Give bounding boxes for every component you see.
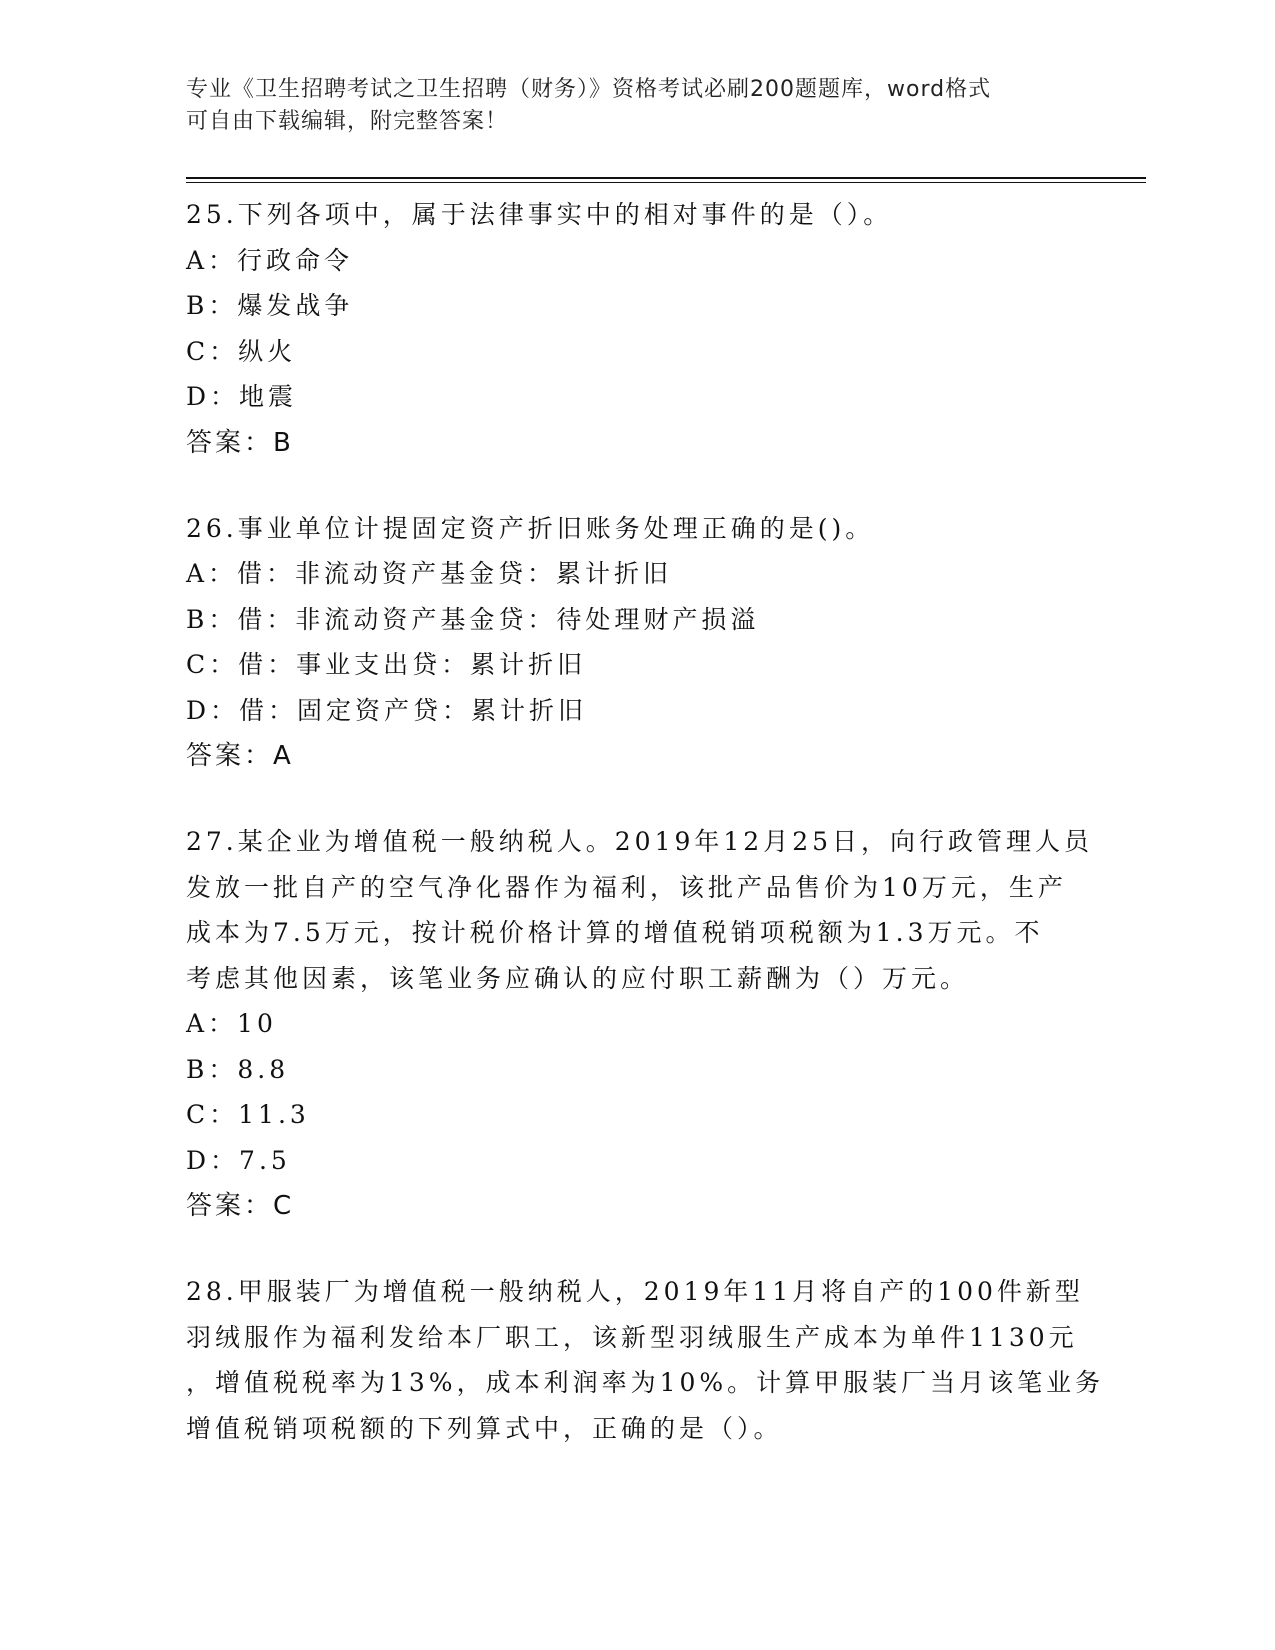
answer-line: 答案：C bbox=[186, 1191, 295, 1221]
stem-line: 25.下列各项中，属于法律事实中的相对事件的是（）。 bbox=[186, 200, 893, 229]
option-a: A：行政命令 bbox=[186, 245, 354, 275]
stem-line: ，增值税税率为13%，成本利润率为10%。计算甲服装厂当月该笔业务 bbox=[186, 1368, 1105, 1397]
question-stem bbox=[186, 506, 1086, 552]
option-d: D：借：固定资产贷：累计折旧 bbox=[186, 695, 588, 725]
question-26 bbox=[186, 506, 1086, 780]
stem-line: 27.某企业为增值税一般纳税人。2019年12月25日，向行政管理人员 bbox=[186, 827, 1094, 856]
stem-line: 26.事业单位计提固定资产折旧账务处理正确的是()。 bbox=[186, 513, 875, 543]
answer-line: 答案：B bbox=[186, 427, 294, 458]
stem-line: 增值税销项税额的下列算式中，正确的是（）。 bbox=[186, 1413, 783, 1443]
question-25 bbox=[186, 192, 1086, 466]
question-stem bbox=[186, 819, 1094, 1001]
option-b: B：借：非流动资产基金贷：待处理财产损溢 bbox=[186, 604, 760, 634]
stem-line: 考虑其他因素，该笔业务应确认的应付职工薪酬为（）万元。 bbox=[186, 963, 970, 993]
option-c: C：借：事业支出贷：累计折旧 bbox=[186, 650, 587, 679]
option-d: D：地震 bbox=[186, 382, 298, 411]
header-divider-thin bbox=[186, 182, 1146, 183]
question-stem bbox=[186, 1269, 1105, 1451]
stem-line: 羽绒服作为福利发给本厂职工，该新型羽绒服生产成本为单件1130元 bbox=[186, 1322, 1078, 1352]
option-b: B：8.8 bbox=[186, 1054, 290, 1084]
header-subtitle-line: 可自由下载编辑，附完整答案！ bbox=[186, 109, 509, 134]
question-28 bbox=[186, 1269, 1105, 1451]
header-title-line: 专业《卫生招聘考试之卫生招聘（财务）》资格考试必刷200题题库，word格式 bbox=[186, 77, 992, 102]
document-header bbox=[186, 74, 1066, 138]
stem-line: 成本为7.5万元，按计税价格计算的增值税销项税额为1.3万元。不 bbox=[186, 918, 1044, 947]
answer-line: 答案：A bbox=[186, 741, 294, 771]
header-divider-thick bbox=[186, 177, 1146, 179]
question-list bbox=[186, 192, 1105, 1491]
stem-line: 28.甲服装厂为增值税一般纳税人，2019年11月将自产的100件新型 bbox=[186, 1277, 1084, 1306]
question-27 bbox=[186, 819, 1094, 1229]
option-c: C：纵火 bbox=[186, 336, 297, 366]
stem-line: 发放一批自产的空气净化器作为福利，该批产品售价为10万元，生产 bbox=[186, 872, 1067, 902]
option-b: B：爆发战争 bbox=[186, 291, 354, 320]
option-d: D：7.5 bbox=[186, 1145, 291, 1175]
question-stem bbox=[186, 192, 1086, 238]
option-a: A：借：非流动资产基金贷：累计折旧 bbox=[186, 559, 673, 588]
option-a: A：10 bbox=[186, 1009, 277, 1038]
option-c: C：11.3 bbox=[186, 1100, 310, 1129]
